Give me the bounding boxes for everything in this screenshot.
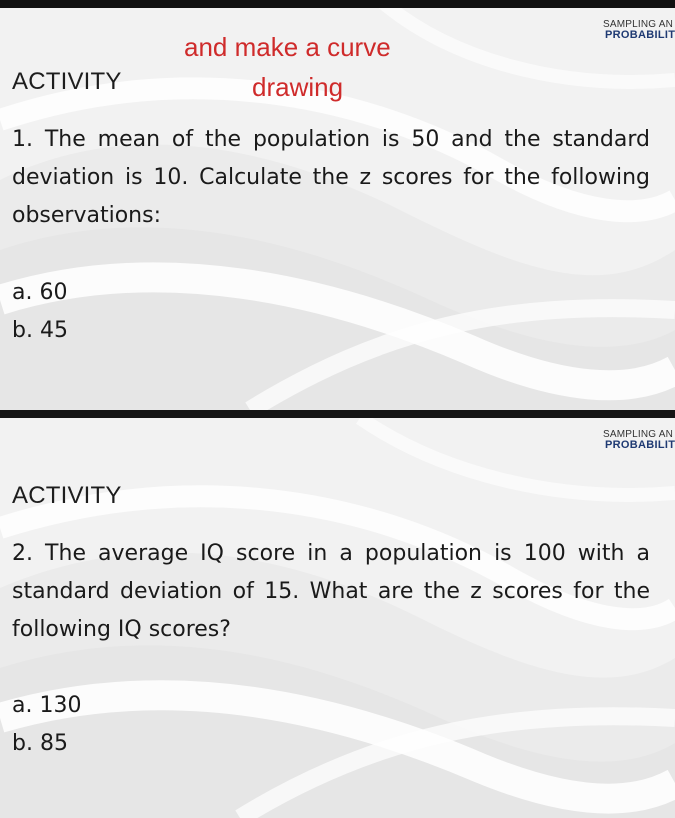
slide-top-bar (0, 0, 675, 8)
brand-title: PROBABILIT (605, 439, 675, 451)
question-1-items (12, 274, 68, 350)
list-item: b. 45 (12, 318, 68, 343)
question-2-items (12, 687, 81, 763)
activity-heading: ACTIVITY (12, 482, 122, 509)
brand-subtitle: SAMPLING AN (603, 430, 673, 440)
list-item: a. 130 (12, 693, 82, 718)
handwritten-annotation-line-2: drawing (252, 72, 344, 102)
brand-subtitle: SAMPLING AN (603, 20, 673, 30)
brand-logo (585, 20, 675, 41)
brand-title: PROBABILIT (605, 29, 675, 41)
question-1-text: 1. The mean of the population is 50 and the standard deviation is 10. Calculate the z scores for the following observations: (12, 127, 650, 228)
list-item: b. 85 (12, 731, 68, 756)
brand-logo (585, 430, 675, 451)
list-item: a. 60 (12, 280, 68, 305)
activity-heading: ACTIVITY (12, 68, 122, 95)
handwritten-annotation-line-1: and make a curve (184, 32, 391, 62)
slide-separator (0, 410, 675, 418)
question-2-text: 2. The average IQ score in a population is 100 with a standard deviation of 15. What are the z scores for the following IQ scores? (12, 541, 650, 642)
slide-2 (0, 418, 675, 818)
